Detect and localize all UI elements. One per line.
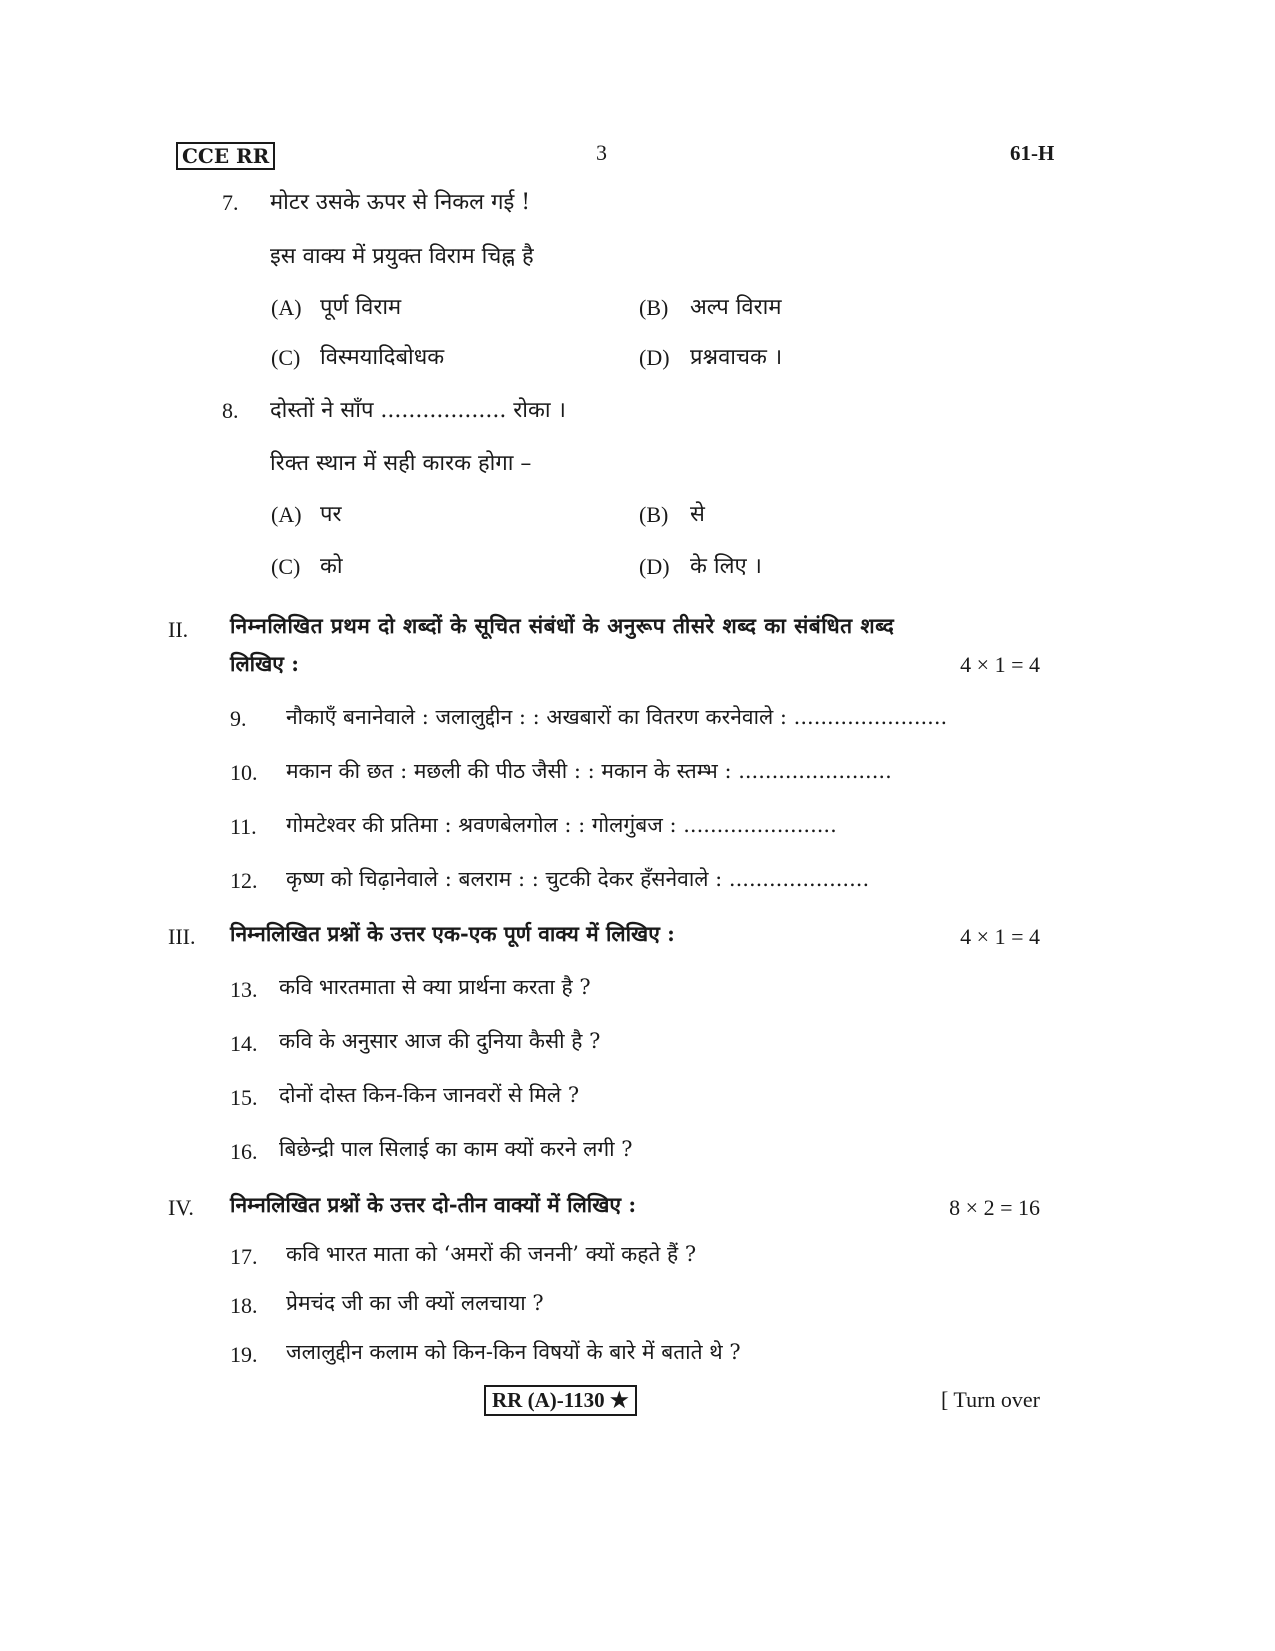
q13-text: कवि भारतमाता से क्या प्रार्थना करता है ? [279, 975, 591, 999]
q8-option-d-label: (D) [639, 554, 670, 579]
q7-option-c-text: विस्मयादिबोधक [320, 345, 445, 370]
footer-code-box: RR (A)-1130 ★ [484, 1385, 637, 1416]
section-4-instruction: निम्नलिखित प्रश्नों के उत्तर दो-तीन वाक्यों में लिखिए : [230, 1192, 637, 1217]
q14-number: 14. [230, 1031, 258, 1056]
q15-text: दोनों दोस्त किन-किन जानवरों से मिले ? [279, 1083, 580, 1107]
q16-text: बिछेन्द्री पाल सिलाई का काम क्यों करने लगी ? [279, 1137, 633, 1161]
q8-number: 8. [222, 398, 239, 423]
section-3-marks: 4 × 1 = 4 [960, 924, 1040, 949]
q7-option-d-label: (D) [639, 345, 670, 370]
q8-option-c-label: (C) [271, 554, 301, 579]
q8-prompt: रिक्त स्थान में सही कारक होगा – [270, 451, 532, 476]
q14-text: कवि के अनुसार आज की दुनिया कैसी है ? [279, 1029, 601, 1053]
section-4-marks: 8 × 2 = 16 [949, 1195, 1040, 1220]
q8-option-a-text: पर [320, 502, 342, 527]
q9-number: 9. [230, 706, 247, 731]
q8-option-a-label: (A) [271, 502, 302, 527]
q8-option-b-label: (B) [639, 502, 669, 527]
section-2-numeral: II. [168, 617, 189, 642]
q7-option-a-text: पूर्ण विराम [320, 295, 402, 320]
q10-text: मकान की छत : मछली की पीठ जैसी : : मकान के स्तम्भ : ....................... [286, 759, 892, 783]
section-2-marks: 4 × 1 = 4 [960, 652, 1040, 677]
q7-option-b-text: अल्प विराम [690, 295, 782, 320]
header-code-box: CCE RR [176, 142, 275, 170]
q10-number: 10. [230, 760, 258, 785]
q7-prompt: इस वाक्य में प्रयुक्त विराम चिह्न है [270, 244, 534, 269]
section-2-instruction-line1: निम्नलिखित प्रथम दो शब्दों के सूचित संबंधों के अनुरूप तीसरे शब्द का संबंधित शब्द [230, 613, 895, 638]
q8-option-b-text: से [690, 502, 705, 527]
q13-number: 13. [230, 977, 258, 1002]
page-number: 3 [596, 140, 607, 165]
q16-number: 16. [230, 1139, 258, 1164]
q7-option-a-label: (A) [271, 295, 302, 320]
paper-code: 61-H [1010, 141, 1055, 165]
section-3-numeral: III. [168, 924, 196, 949]
q7-number: 7. [222, 190, 239, 215]
q12-number: 12. [230, 868, 258, 893]
q8-option-d-text: के लिए । [690, 554, 763, 579]
q19-text: जलालुद्दीन कलाम को किन-किन विषयों के बारे में बताते थे ? [286, 1340, 741, 1364]
q7-stem: मोटर उसके ऊपर से निकल गई ! [270, 190, 531, 215]
section-3-instruction: निम्नलिखित प्रश्नों के उत्तर एक-एक पूर्ण वाक्य में लिखिए : [230, 921, 675, 946]
q7-option-d-text: प्रश्नवाचक । [690, 345, 783, 370]
q18-text: प्रेमचंद जी का जी क्यों ललचाया ? [286, 1291, 544, 1315]
q8-option-c-text: को [320, 554, 343, 579]
q15-number: 15. [230, 1085, 258, 1110]
q8-stem: दोस्तों ने साँप .................. रोका । [270, 398, 566, 423]
q17-text: कवि भारत माता को ‘अमरों की जननी’ क्यों कहते हैं ? [286, 1242, 697, 1266]
q11-text: गोमटेश्वर की प्रतिमा : श्रवणबेलगोल : : गोलगुंबज : ....................... [286, 813, 837, 837]
section-4-numeral: IV. [168, 1195, 194, 1220]
q19-number: 19. [230, 1342, 258, 1367]
turn-over-note: [ Turn over [940, 1387, 1040, 1412]
q7-option-b-label: (B) [639, 295, 669, 320]
q17-number: 17. [230, 1244, 258, 1269]
q7-option-c-label: (C) [271, 345, 301, 370]
q9-text: नौकाएँ बनानेवाले : जलालुद्दीन : : अखबारों का वितरण करनेवाले : ....................... [286, 705, 948, 729]
q11-number: 11. [230, 814, 257, 839]
section-2-instruction-line2: लिखिए : [230, 651, 299, 676]
q12-text: कृष्ण को चिढ़ानेवाले : बलराम : : चुटकी देकर हँसनेवाले : ..................... [286, 867, 870, 891]
q18-number: 18. [230, 1293, 258, 1318]
